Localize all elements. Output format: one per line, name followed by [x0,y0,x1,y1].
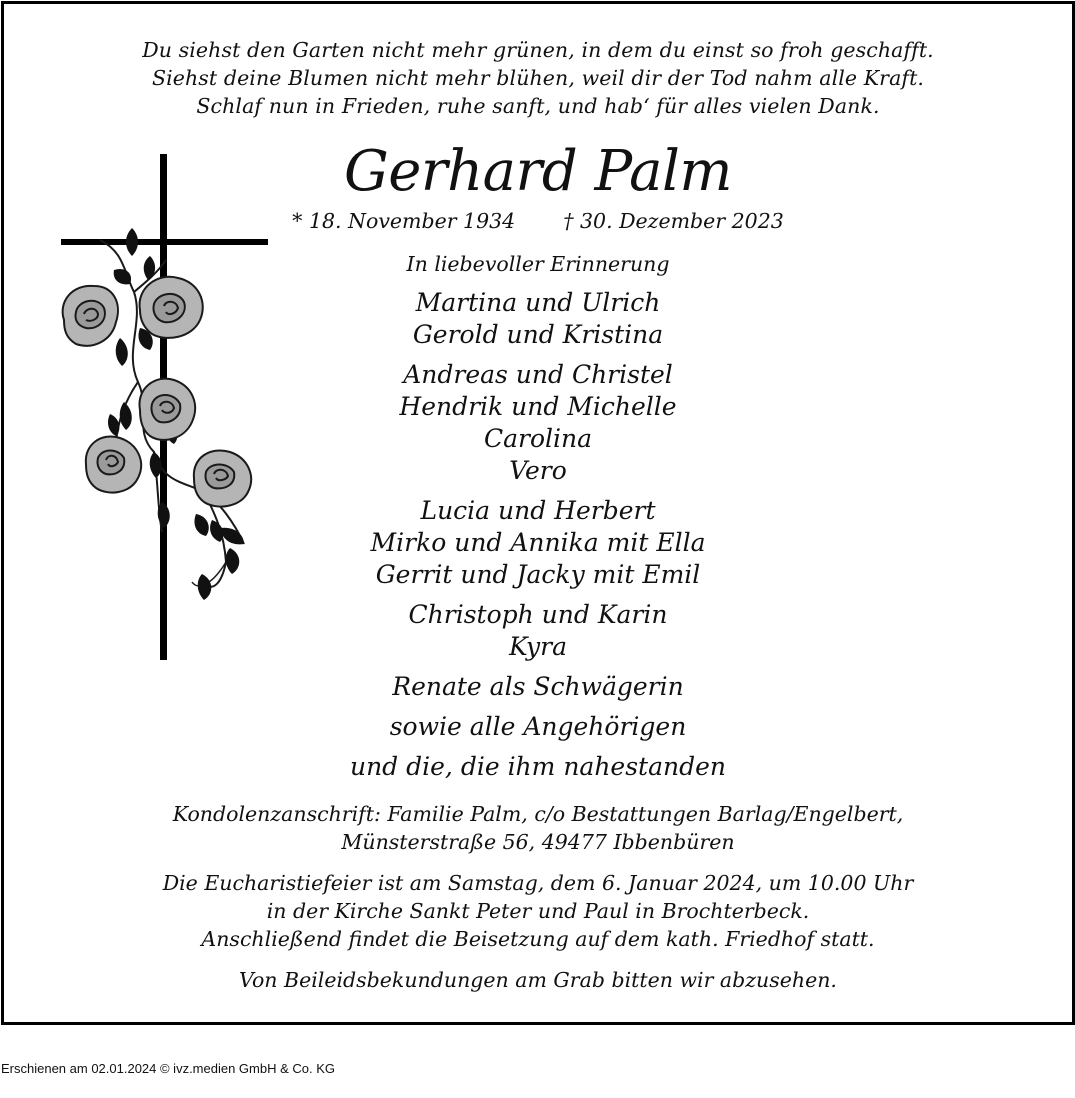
service-line: Anschließend findet die Beisetzung auf dem kath. Friedhof statt. [201,927,875,951]
mourner-group [4,671,1072,703]
grave-request [4,966,1072,994]
mourner-group [4,287,1072,351]
mourner-group [4,751,1072,783]
mourner-name: Hendrik und Michelle [399,392,677,421]
mourner-name: sowie alle Angehörigen [389,712,687,741]
mourner-name: Gerrit und Jacky mit Emil [375,560,701,589]
grave-request-line: Von Beileidsbekundungen am Grab bitten wir abzusehen. [239,968,837,992]
address-line: Kondolenzanschrift: Familie Palm, c/o Bestattungen Barlag/Engelbert, [172,802,904,826]
death-date: † 30. Dezember 2023 [563,209,784,233]
service-line: in der Kirche Sankt Peter und Paul in Brochterbeck. [266,899,810,923]
poem-line: Du siehst den Garten nicht mehr grünen, in dem du einst so froh geschafft. [142,38,934,62]
poem-line: Schlaf nun in Frieden, ruhe sanft, und hab‘ für alles vielen Dank. [196,94,880,118]
life-dates [4,207,1072,235]
mourner-group [4,599,1072,663]
mourner-group [4,359,1072,487]
mourner-list [4,287,1072,791]
mourner-name: Renate als Schwägerin [392,672,684,701]
obituary-notice [1,1,1075,1025]
mourner-name: Lucia und Herbert [420,496,656,525]
mourner-name: Andreas und Christel [403,360,673,389]
poem [4,36,1072,120]
mourner-name: Vero [509,456,567,485]
condolence-address [4,800,1072,856]
service-line: Die Eucharistiefeier ist am Samstag, dem 6. Januar 2024, um 10.00 Uhr [162,871,914,895]
mourner-name: Martina und Ulrich [415,288,661,317]
mourner-name: Kyra [508,632,568,661]
mourner-name: Carolina [483,424,593,453]
birth-date: * 18. November 1934 [292,209,516,233]
mourner-name: und die, die ihm nahestanden [349,752,726,781]
mourner-group [4,711,1072,743]
mourner-name: Mirko und Annika mit Ella [370,528,706,557]
address-line: Münsterstraße 56, 49477 Ibbenbüren [341,830,735,854]
deceased-name: Gerhard Palm [343,139,733,204]
mourner-name: Gerold und Kristina [412,320,664,349]
publication-credit: Erschienen am 02.01.2024 © ivz.medien GmbH & Co. KG [1,1061,336,1076]
poem-line: Siehst deine Blumen nicht mehr blühen, weil dir der Tod nahm alle Kraft. [151,66,925,90]
memory-line: In liebevoller Erinnerung [406,252,670,276]
mourner-group [4,495,1072,591]
service-info [4,869,1072,953]
service-details [4,800,1072,1007]
mourner-name: Christoph und Karin [408,600,668,629]
